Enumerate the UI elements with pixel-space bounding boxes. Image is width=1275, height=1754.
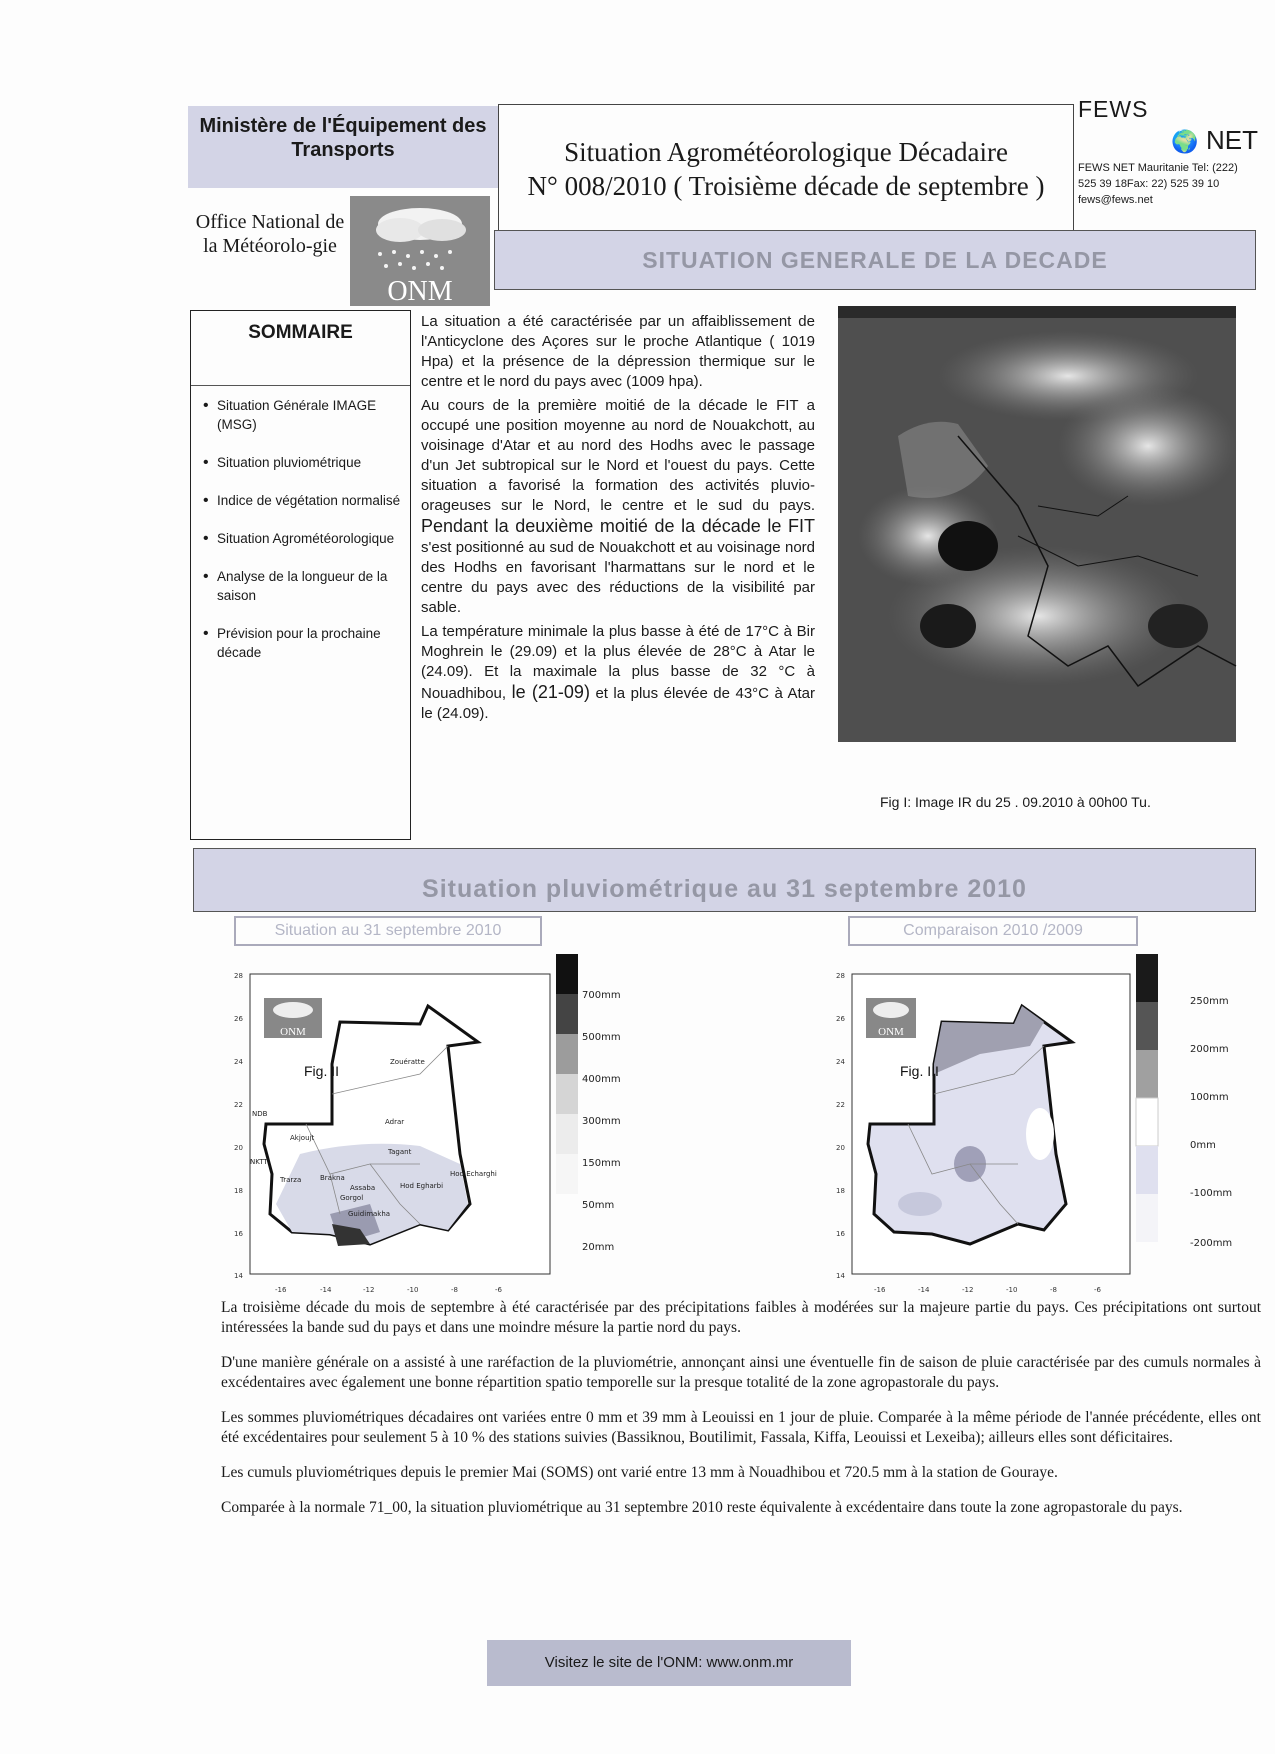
general-p3-emphasis: le (21-09) [511,682,590,702]
x-tick: -14 [918,1286,930,1294]
map-label: NDB [252,1110,268,1118]
map-label: Guidimakha [348,1210,391,1218]
legend-label: 400mm [582,1074,621,1085]
office-name: Office National de la Météorolo-gie [195,211,345,257]
map3-legend [1136,954,1232,1249]
ministry-header: Ministère de l'Équipement des Transports [188,106,498,188]
x-tick: -6 [1094,1286,1101,1294]
y-tick: 22 [836,1101,845,1109]
onm-logo [350,196,490,306]
map-label: Trarza [280,1176,302,1184]
general-p2-start: Au cours de la première moitié de la décade le FIT a occupé une position moyenne au nord de Nouakchott, au voisinage d'Atar et au nord des Hodhs avec le passage d'un Jet subtropical sur le Nord et l'ouest du pays. Cette situation a favorisé la formation des activités pluvio-orageuses sur le Nord, le centre et le sud du pays. [421,397,815,514]
general-situation-text [421,312,815,728]
x-tick: -12 [962,1286,974,1294]
y-tick: 24 [836,1058,845,1066]
map-label: Hod Echarghi [450,1170,497,1178]
general-paragraph-3 [421,622,815,724]
body-paragraph-1: La troisième décade du mois de septembre à été caractérisée par des précipitations faibles à modérées sur la majeure partie du pays. Ces précipitations ont surtout intéressées la bande sud du pays et dans une moindre mésure la partie nord du pays. [221,1299,1261,1336]
x-tick: -10 [1006,1286,1018,1294]
body-paragraph-4: Les cumuls pluviométriques depuis le premier Mai (SOMS) ont varié entre 13 mm à Nouadhibou et 720.5 mm à la station de Gouraye. [221,1464,1058,1481]
general-p2-end: s'est positionné au sud de Nouakchott et au voisinage nord des Hodhs en favorisant l'harmattans sur le nord et le centre du pays avec des réductions de la visibilité par sable. [421,539,815,616]
map-label: Hod Egharbi [400,1182,444,1190]
satellite-ir-image [838,306,1236,742]
map3-caption: Comparaison 2010 /2009 [848,916,1138,946]
list-item: • Prévision pour la prochaine décade [203,624,402,662]
y-tick: 16 [234,1230,243,1238]
y-tick: 28 [836,972,845,980]
x-tick: -6 [495,1286,502,1294]
rainfall-analysis-text [221,1298,1261,1533]
title-line-1: Situation Agrométéorologique Décadaire [564,137,1008,167]
sommaire-title: SOMMAIRE [191,311,410,386]
list-item: • Situation Agrométéorologique [203,529,402,548]
list-item: • Situation Générale IMAGE (MSG) [203,396,402,434]
general-p2-emphasis: Pendant la deuxième moitié de la décade le FIT [421,516,815,536]
map2-caption: Situation au 31 septembre 2010 [234,916,542,946]
general-p3-start: La température minimale la plus basse à été de 17°C à Bir Moghrein le (29.09) et la plus élevée de 28°C à Atar le (24.09). Et la maximale la plus basse de 32 °C à Nouadhibou, [421,623,815,702]
y-tick: 18 [836,1187,845,1195]
map-label: Zouératte [390,1058,425,1066]
body-paragraph-5: Comparée à la normale 71_00, la situation pluviométrique au 31 septembre 2010 reste équivalente à excédentaire dans toute la zone agropastorale du pays. [221,1499,1183,1516]
map-label: Akjoujt [290,1134,315,1142]
body-paragraph-3: Les sommes pluviométriques décadaires ont variées entre 0 mm et 39 mm à Leouissi en 1 jour de pluie. Comparée à la même période de l'année précédente, elles ont été excédentaires pour seulement 5 à 10 % des stations suivies (Bassiknou, Boutilimit, Fassala, Kiffa, Leouissi et Lexeiba); ailleurs elles sont déficitaires. [221,1409,1261,1446]
map-label: Gorgol [340,1194,364,1202]
y-tick: 14 [234,1272,243,1280]
globe-icon: 🌍 [1171,129,1199,154]
y-tick: 20 [234,1144,243,1152]
general-p3-end: et la plus élevée de 43°C à Atar le (24.09). [421,685,815,722]
x-tick: -14 [320,1286,332,1294]
body-paragraph-2: D'une manière générale on a assisté à une raréfaction de la pluviométrie, annonçant ainsi une éventuelle fin de saison de pluie caractérisée par des cumuls normales à excédentaires avec également une bonne répartition spatio temporelle sur la presque totalité de la zone agropastorale du pays. [221,1354,1261,1391]
legend-label: 300mm [582,1116,621,1127]
onm-logo-text: ONM [387,276,453,307]
legend-label: 0mm [1190,1140,1216,1151]
y-tick: 18 [234,1187,243,1195]
onm-map-logo-text: ONM [878,1026,904,1038]
fews-title: FEWS [1078,96,1149,122]
map-label: Brakna [320,1174,345,1182]
map2-legend [556,954,621,1253]
legend-label: 50mm [582,1200,615,1211]
onm-map-logo [264,998,322,1038]
y-tick: 26 [836,1015,845,1023]
legend-label: 200mm [1190,1044,1229,1055]
general-paragraph-1: La situation a été caractérisée par un affaiblissement de l'Anticyclone des Açores sur le proche Atlantique ( 1019 Hpa) et la présence de la dépression thermique sur le centre et le nord du pays avec (1009 hpa). [421,313,815,390]
onm-map-logo [866,998,916,1038]
map-label: Assaba [350,1184,376,1192]
general-paragraph-2 [421,396,815,618]
bulletin-title [498,104,1074,234]
y-tick: 14 [836,1272,845,1280]
fig2-label: Fig. II [304,1063,340,1079]
fews-net-label: NET [1206,125,1258,155]
legend-label: 250mm [1190,996,1229,1007]
legend-label: 150mm [582,1158,621,1169]
y-tick: 16 [836,1230,845,1238]
map-label: Tagant [388,1148,412,1156]
legend-label: 100mm [1190,1092,1229,1103]
figure-1-caption: Fig I: Image IR du 25 . 09.2010 à 00h00 Tu. [880,794,1151,810]
map-label: Adrar [385,1118,405,1126]
fig3-label: Fig. III [900,1063,939,1079]
legend-label: 700mm [582,990,621,1001]
sommaire-list [191,386,410,662]
section-general-banner: SITUATION GENERALE DE LA DECADE [494,230,1256,290]
x-tick: -8 [1050,1286,1057,1294]
list-item: • Indice de végétation normalisé [203,491,402,510]
fews-contact: FEWS NET Mauritanie Tel: (222) 525 39 18Fax: 22) 525 39 10 fews@fews.net [1078,162,1238,206]
fews-net-block [1078,96,1258,208]
y-tick: 22 [234,1101,243,1109]
legend-label: 500mm [582,1032,621,1043]
x-tick: -12 [363,1286,375,1294]
map-label: NKTT [250,1158,268,1166]
x-tick: -16 [275,1286,287,1294]
y-tick: 24 [234,1058,243,1066]
onm-map-logo-text: ONM [280,1026,306,1038]
list-item: • Analyse de la longueur de la saison [203,567,402,605]
comparison-map-fig3 [830,916,1260,1319]
section-rainfall-banner: Situation pluviométrique au 31 septembre 2010 [193,848,1256,912]
legend-label: -200mm [1190,1238,1233,1249]
x-tick: -10 [407,1286,419,1294]
y-tick: 20 [836,1144,845,1152]
fews-net-logo [1078,125,1258,156]
title-line-2: N° 008/2010 ( Troisième décade de septembre ) [527,171,1045,201]
y-tick: 26 [234,1015,243,1023]
sommaire-box [190,310,411,840]
footer-website-link[interactable]: Visitez le site de l'ONM: www.onm.mr [487,1640,851,1686]
list-item: • Situation pluviométrique [203,453,402,472]
y-tick: 28 [234,972,243,980]
legend-label: -100mm [1190,1188,1233,1199]
legend-label: 20mm [582,1242,615,1253]
rainfall-map-fig2 [220,916,621,1319]
x-tick: -16 [874,1286,886,1294]
x-tick: -8 [451,1286,458,1294]
